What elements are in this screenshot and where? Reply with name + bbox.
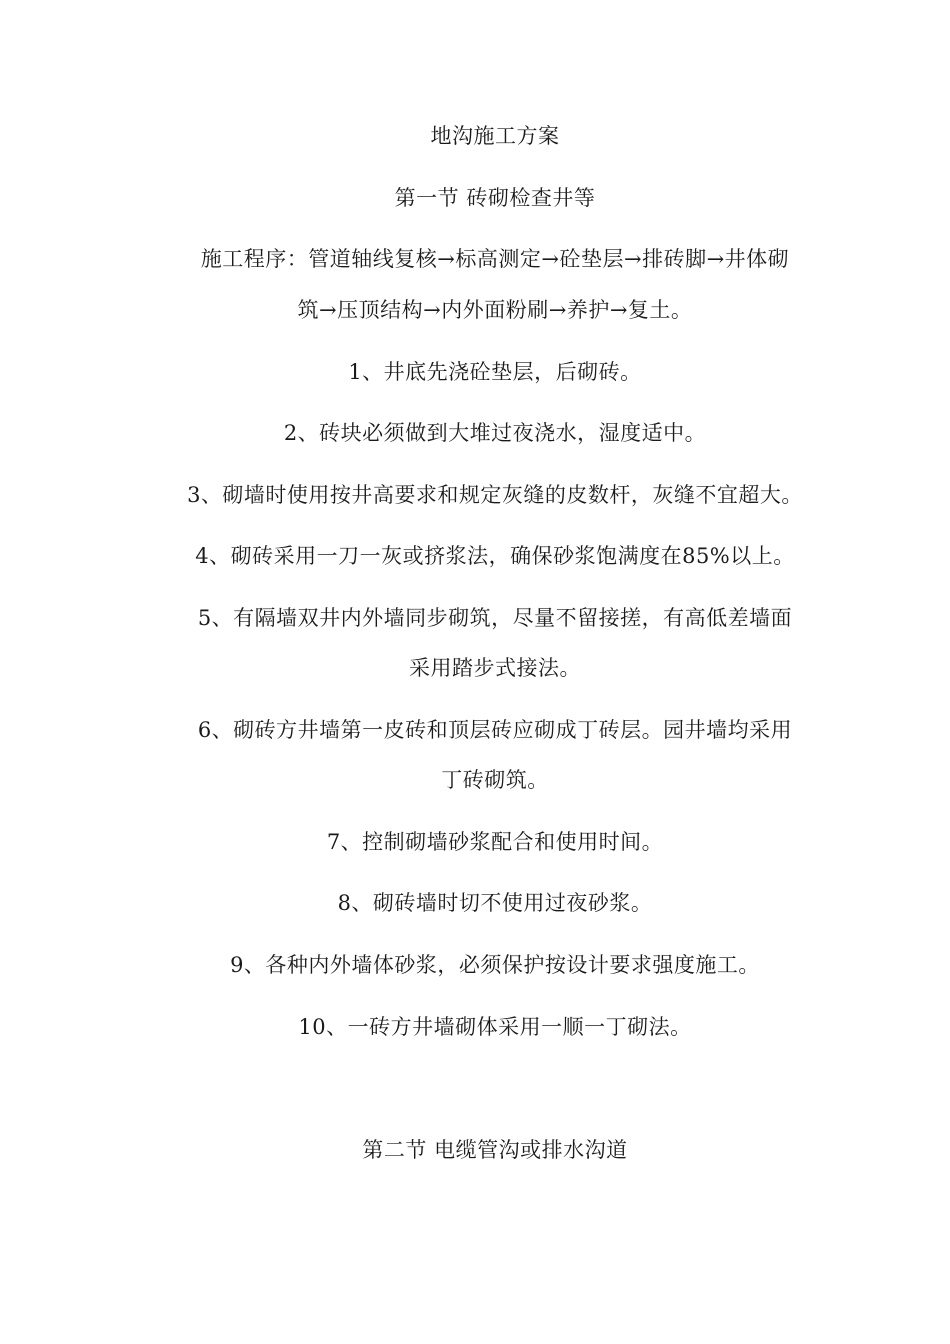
procedure-line-1: 施工程序：管道轴线复核→标高测定→砼垫层→排砖脚→井体砌 [200, 247, 790, 271]
list-item-7: 7、控制砌墙砂浆配合和使用时间。 [326, 830, 664, 854]
list-item-9: 9、各种内外墙体砂浆，必须保护按设计要求强度施工。 [230, 953, 760, 977]
list-item-6-line-2: 丁砖砌筑。 [441, 768, 549, 792]
list-item-10: 10、一砖方井墙砌体采用一顺一丁砌法。 [298, 1015, 692, 1039]
list-item-6-line-1: 6、砌砖方井墙第一皮砖和顶层砖应砌成丁砖层。园井墙均采用 [197, 718, 793, 742]
procedure-line-2: 筑→压顶结构→内外面粉刷→养护→复土。 [297, 298, 693, 322]
list-item-2: 2、砖块必须做到大堆过夜浇水，湿度适中。 [283, 421, 707, 445]
list-item-1: 1、井底先浇砼垫层，后砌砖。 [348, 360, 642, 384]
document-title: 地沟施工方案 [430, 124, 560, 148]
section-1-heading: 第一节 砖砌检查井等 [394, 186, 596, 210]
list-item-3: 3、砌墙时使用按井高要求和规定灰缝的皮数杆，灰缝不宜超大。 [187, 483, 803, 507]
list-item-5-line-1: 5、有隔墙双井内外墙同步砌筑，尽量不留接搓，有高低差墙面 [197, 606, 793, 630]
list-item-4: 4、砌砖采用一刀一灰或挤浆法，确保砂浆饱满度在85%以上。 [195, 544, 795, 568]
list-item-5-line-2: 采用踏步式接法。 [409, 656, 581, 680]
list-item-8: 8、砌砖墙时切不使用过夜砂浆。 [337, 891, 653, 915]
section-2-heading: 第二节 电缆管沟或排水沟道 [362, 1138, 628, 1162]
